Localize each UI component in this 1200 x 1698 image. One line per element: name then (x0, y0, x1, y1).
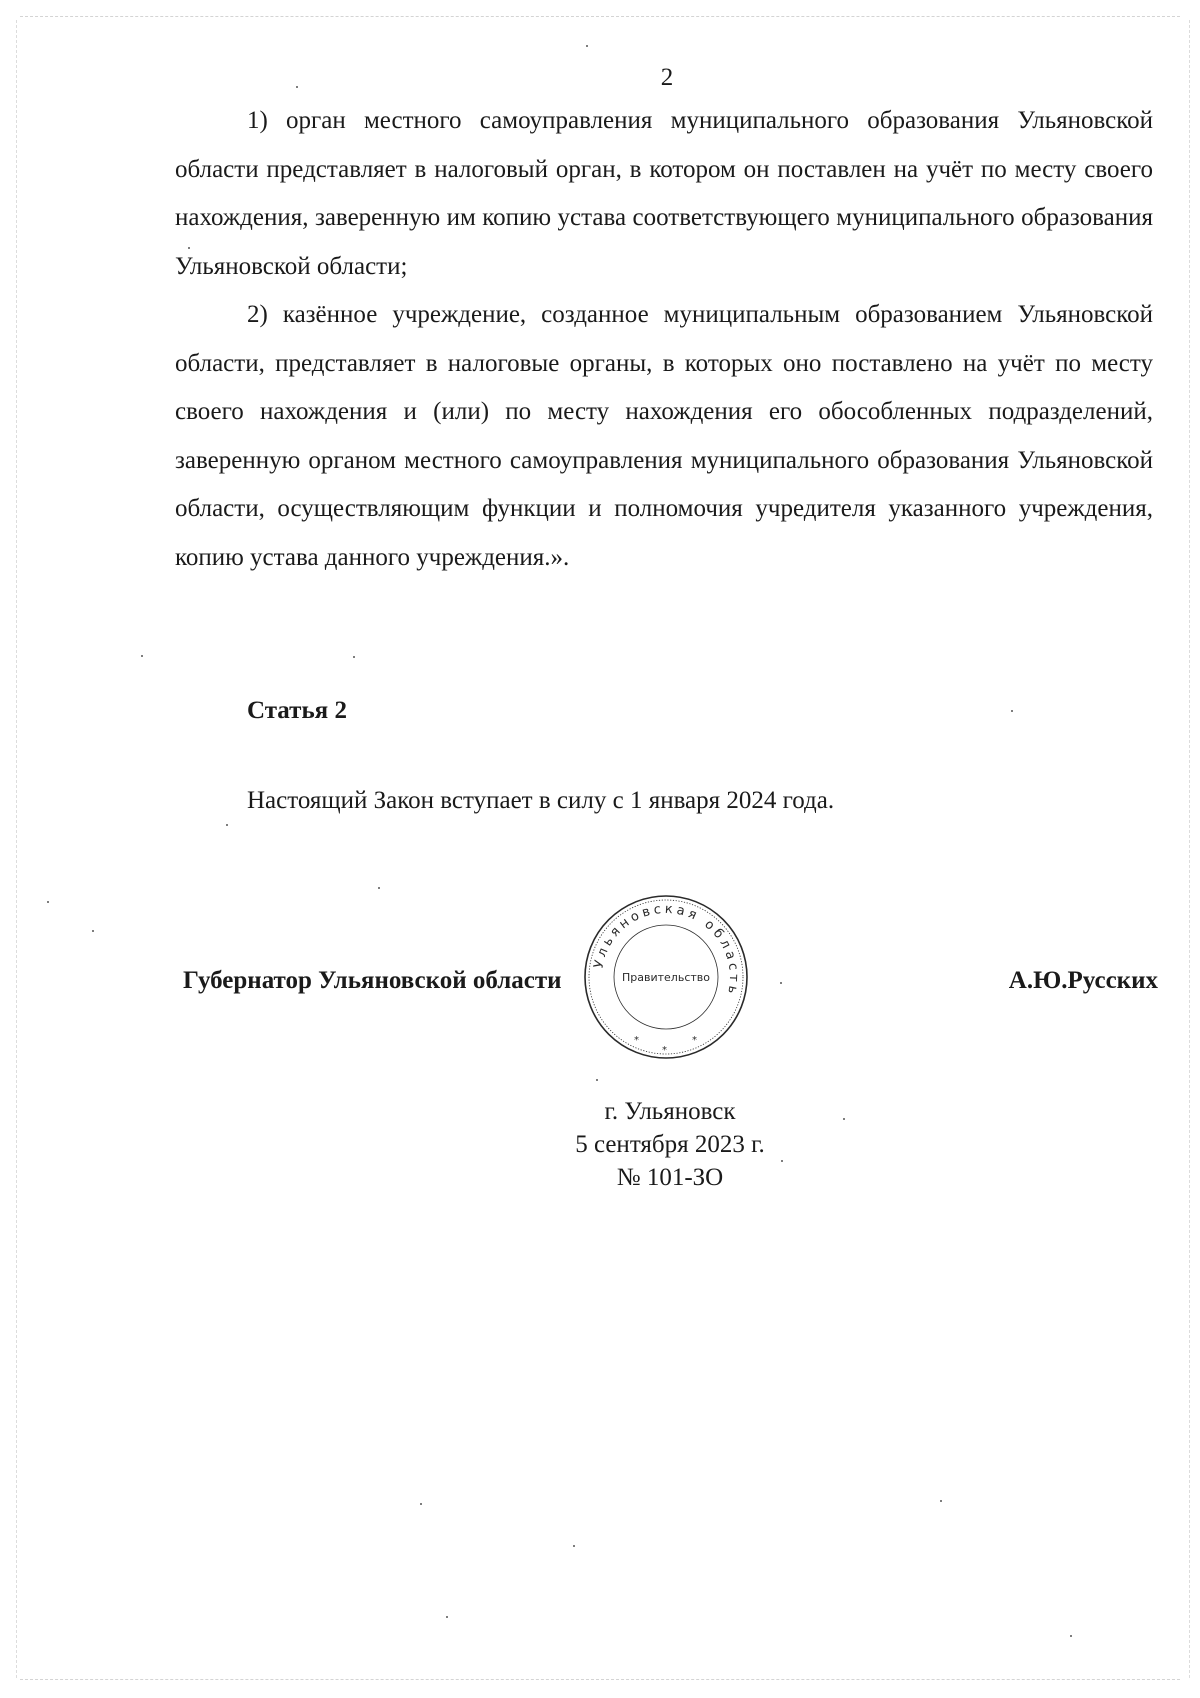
scan-speck (586, 45, 588, 47)
article-1-continuation (175, 97, 1153, 582)
scan-speck (780, 982, 782, 984)
paragraph-item-1: 1) орган местного самоуправления муниципального образования Ульяновской области представляет в налоговый орган, в котором он поставлен на учёт по месту своего нахождения, заверенную им копию устава соответствующего муниципального образования Ульяновской области; (175, 107, 1153, 280)
scan-speck (141, 655, 143, 657)
place-date-number (500, 1095, 840, 1194)
signatory-title: Губернатор Ульяновской области (183, 967, 562, 994)
article-text: Настоящий Закон вступает в силу с 1 января 2024 года. (247, 787, 835, 814)
scan-border-right (1189, 20, 1190, 1678)
scan-border-top (20, 16, 1180, 17)
scan-speck (446, 1616, 448, 1618)
seal-ring-text: Ульяновская область (591, 901, 742, 999)
paragraph-item-2: 2) казённое учреждение, созданное муниципальным образованием Ульяновской области, представляет в налоговые органы, в которых оно поставлено на учёт по месту своего нахождения и (или) по месту нахождения его обособленных подразделений, заверенную органом местного самоуправления муниципального образования Ульяновской области, осуществляющим функции и полномочия учредителя указанного учреждения, копию устава данного учреждения.». (175, 301, 1153, 571)
scan-speck (420, 1503, 422, 1505)
scan-speck (226, 824, 228, 826)
svg-text:*: * (662, 1045, 667, 1056)
scan-speck (353, 656, 355, 658)
scan-speck (573, 1545, 575, 1547)
scan-speck (843, 1118, 845, 1120)
scan-speck (596, 1079, 598, 1081)
scan-speck (1070, 1635, 1072, 1637)
signatory-name: А.Ю.Русских (1008, 967, 1158, 994)
seal-center-text: Правительство (622, 971, 710, 984)
scan-speck (47, 901, 49, 903)
place-city: г. Ульяновск (604, 1098, 736, 1125)
law-date: 5 сентября 2023 г. (575, 1131, 765, 1158)
svg-text:*: * (634, 1035, 639, 1046)
official-seal-icon (582, 893, 750, 1061)
scan-speck (1011, 710, 1013, 712)
law-number: № 101-ЗО (616, 1164, 724, 1191)
scan-speck (92, 930, 94, 932)
scan-speck (378, 887, 380, 889)
article-heading: Статья 2 (247, 697, 347, 724)
svg-text:*: * (692, 1035, 697, 1046)
page-number: 2 (660, 64, 674, 91)
scan-border-bottom (20, 1679, 1180, 1680)
scan-border-left (16, 20, 17, 1678)
scan-speck (940, 1500, 942, 1502)
